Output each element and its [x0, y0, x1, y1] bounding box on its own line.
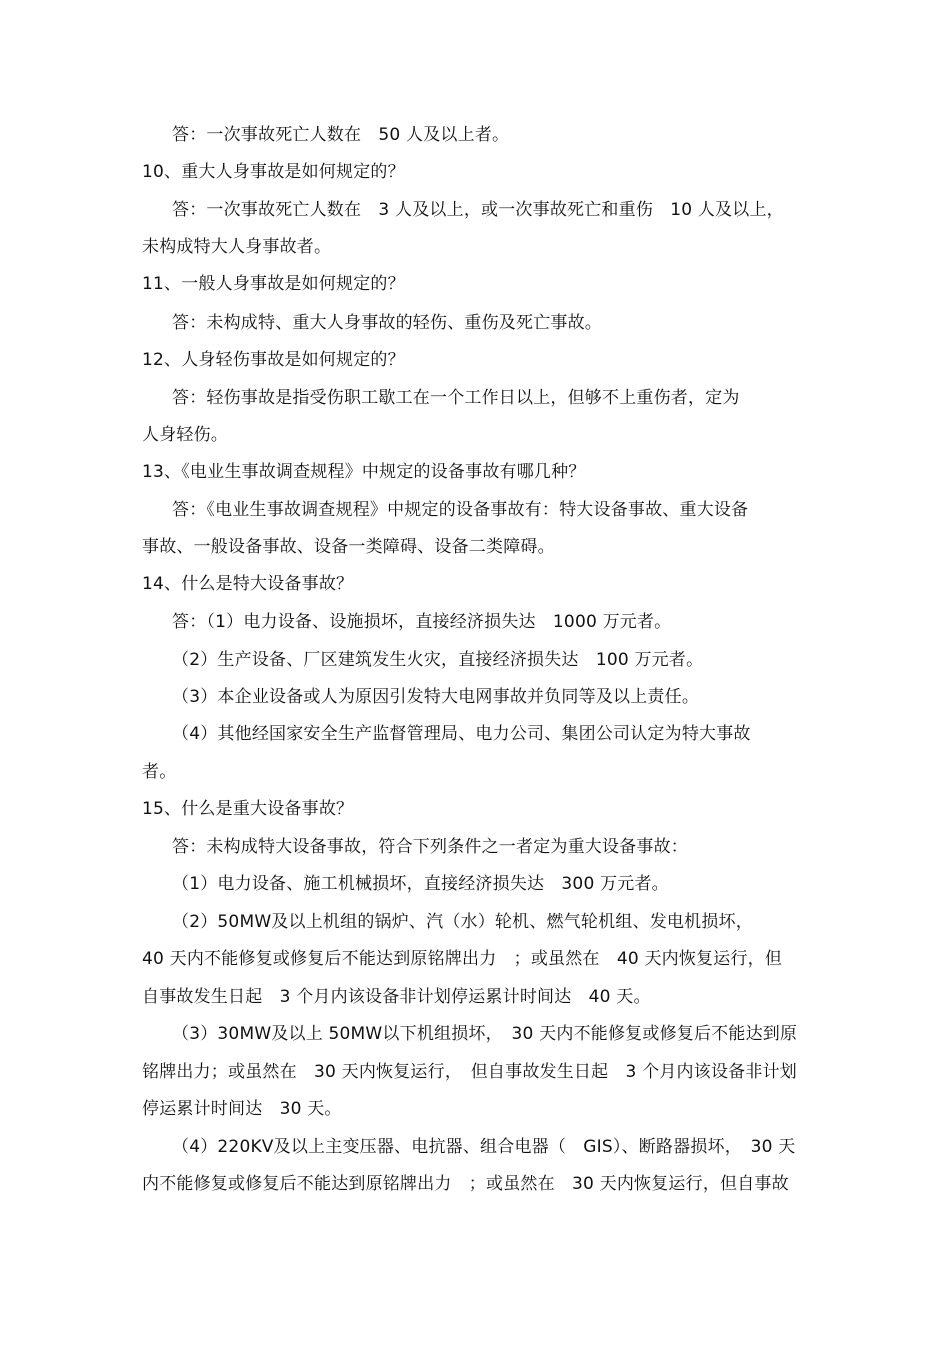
text-line: 人身轻伤。 [142, 425, 228, 445]
question-12: 12、人身轻伤事故是如何规定的？ [142, 350, 405, 370]
text-line: 停运累计时间达 30 天。 [142, 1099, 342, 1119]
text-line: （3）30MW及以上 50MW以下机组损坏， 30 天内不能修复或修复后不能达到原 [172, 1024, 798, 1044]
text-line: 内不能修复或修复后不能达到原铭牌出力 ；或虽然在 30 天内恢复运行，但自事故 [142, 1174, 789, 1194]
text-line: 40 天内不能修复或修复后不能达到原铭牌出力 ；或虽然在 40 天内恢复运行，但 [142, 949, 783, 969]
text-line: 答：《电业生事故调查规程》中规定的设备事故有：特大设备事故、重大设备 [172, 500, 749, 520]
text-line: 铭牌出力；或虽然在 30 天内恢复运行， 但自事故发生日起 3 个月内该设备非计划 [142, 1062, 797, 1082]
text-line: 未构成特大人身事故者。 [142, 237, 332, 257]
text-line: 答：未构成特大设备事故，符合下列条件之一者定为重大设备事故： [172, 837, 688, 857]
question-11: 11、一般人身事故是如何规定的？ [142, 274, 405, 294]
text-line: 者。 [142, 762, 177, 782]
text-line: （4）220KV及以上主变压器、电抗器、组合电器（ GIS）、断路器损坏， 30 天 [172, 1137, 796, 1157]
text-line: 答：一次事故死亡人数在 50 人及以上者。 [172, 125, 510, 145]
text-line: 事故、一般设备事故、设备一类障碍、设备二类障碍。 [142, 537, 555, 557]
question-14: 14、什么是特大设备事故？ [142, 574, 354, 594]
text-line: 答：轻伤事故是指受伤职工歇工在一个工作日以上，但够不上重伤者，定为 [172, 388, 740, 408]
text-line: （1）电力设备、施工机械损坏，直接经济损失达 300 万元者。 [172, 874, 669, 894]
question-13: 13、《电业生事故调查规程》中规定的设备事故有哪几种？ [142, 462, 586, 482]
text-line: （2）50MW及以上机组的锅炉、汽（水）轮机、燃气轮机组、发电机损坏， [172, 912, 753, 932]
text-line: 答：（1）电力设备、设施损坏，直接经济损失达 1000 万元者。 [172, 612, 672, 632]
text-line: 自事故发生日起 3 个月内该设备非计划停运累计时间达 40 天。 [142, 987, 651, 1007]
text-line: 答：一次事故死亡人数在 3 人及以上，或一次事故死亡和重伤 10 人及以上， [172, 200, 784, 220]
text-line: （4）其他经国家安全生产监督管理局、电力公司、集团公司认定为特大事故 [172, 724, 751, 744]
question-10: 10、重大人身事故是如何规定的？ [142, 162, 405, 182]
text-line: 答：未构成特、重大人身事故的轻伤、重伤及死亡事故。 [172, 313, 602, 333]
question-15: 15、什么是重大设备事故？ [142, 799, 354, 819]
text-line: （2）生产设备、厂区建筑发生火灾，直接经济损失达 100 万元者。 [172, 650, 704, 670]
text-line: （3）本企业设备或人为原因引发特大电网事故并负同等及以上责任。 [172, 687, 700, 707]
